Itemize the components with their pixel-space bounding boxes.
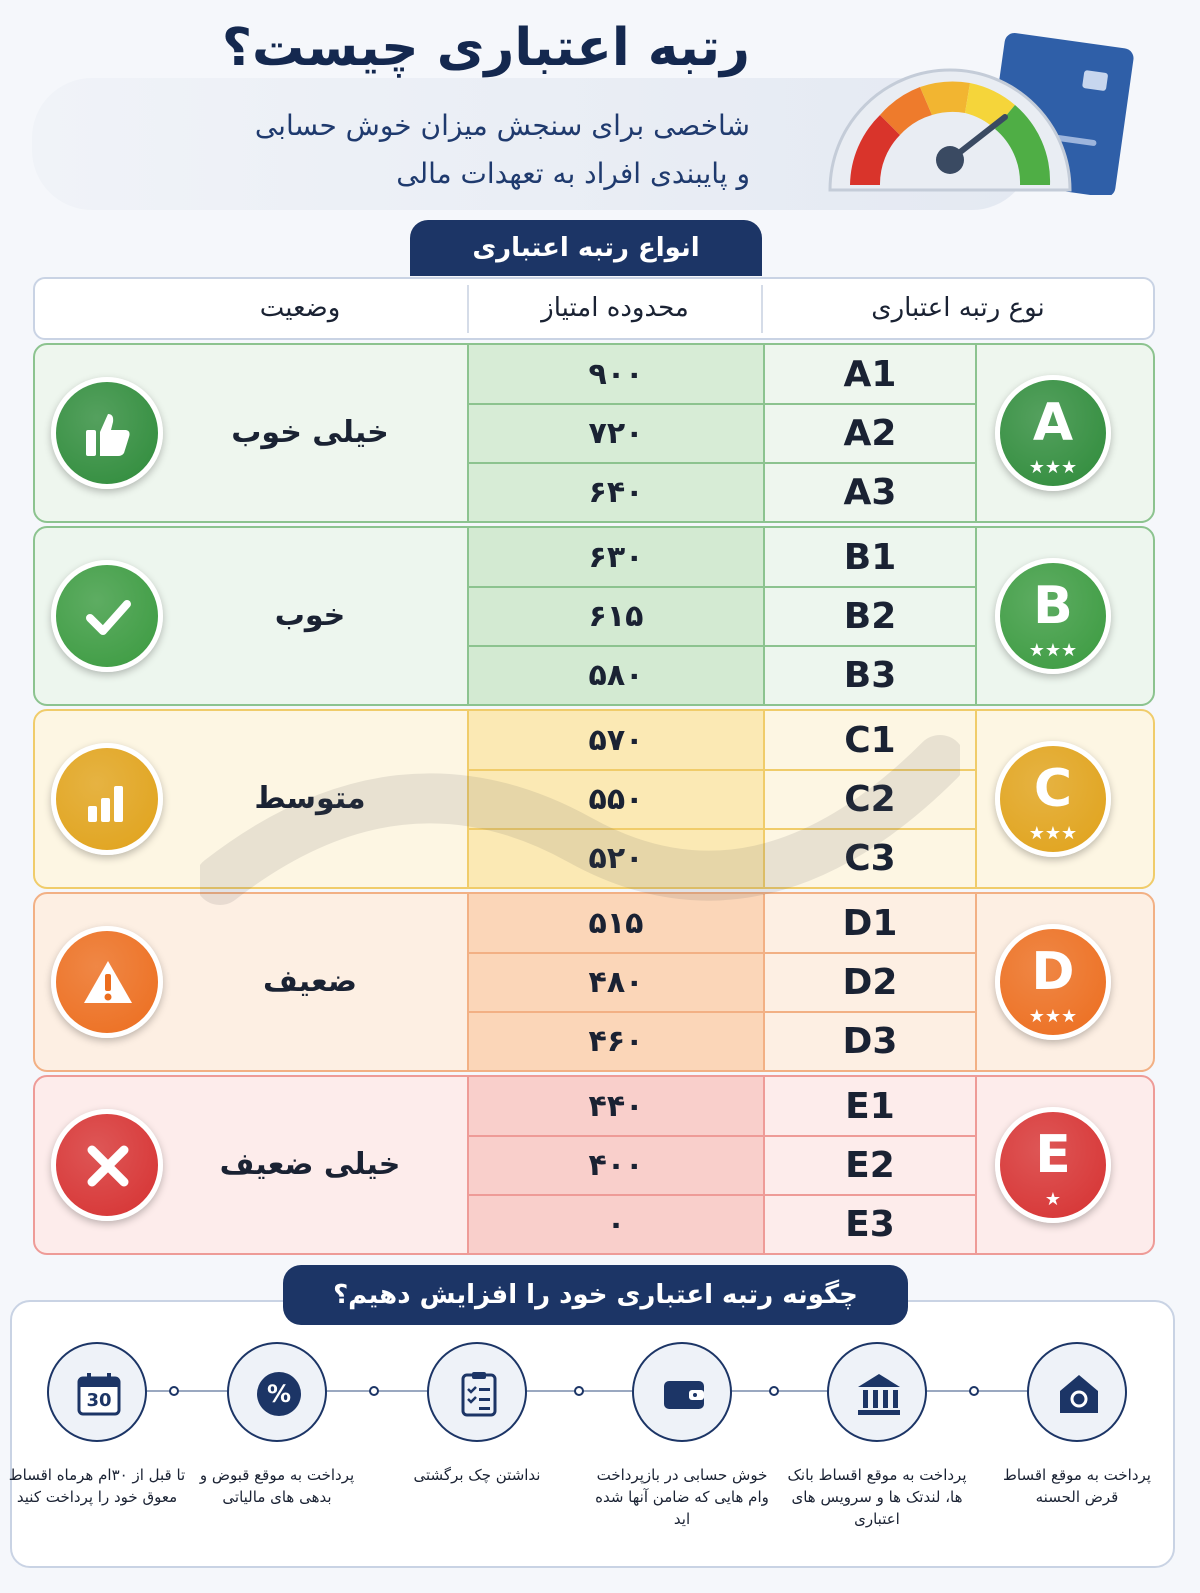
grade-cell: E2 [845, 1145, 895, 1186]
column-divider [975, 894, 977, 1070]
status-label: متوسط [254, 781, 366, 816]
improve-step [787, 1342, 967, 1530]
grade-cell: C1 [844, 720, 896, 761]
credit-types-title: انواع رتبه اعتباری [410, 220, 762, 276]
grade-cell: E1 [845, 1086, 895, 1127]
row-divider [469, 586, 975, 588]
credit-gauge-illustration [820, 25, 1150, 195]
header-divider [761, 285, 763, 333]
score-cell: ۶۳۰ [588, 540, 644, 575]
subtitle-line-1: شاخصی برای سنجش میزان خوش حسابی [254, 109, 750, 142]
score-cell: ۶۴۰ [588, 475, 644, 510]
table-header [33, 277, 1155, 340]
page-title: رتبه اعتباری چیست؟ [221, 18, 750, 78]
score-cell: ۴۶۰ [588, 1024, 644, 1059]
badge-letter: D [1031, 942, 1075, 1002]
percent-icon [227, 1342, 327, 1442]
score-cell: ۵۲۰ [588, 841, 644, 876]
grade-badge-d [995, 924, 1111, 1040]
improve-step-label: پرداخت به موقع اقساط بانک ها، لندتک ها و سرویس های اعتباری [787, 1466, 967, 1528]
star-icon: ★★★ [1028, 640, 1078, 661]
star-icon: ★ [1044, 1189, 1062, 1210]
improve-step-label: پرداخت به موقع اقساط قرض الحسنه [1003, 1466, 1151, 1506]
grade-cell: D1 [842, 903, 898, 944]
star-icon: ★★★ [1028, 1006, 1078, 1027]
column-divider [975, 711, 977, 887]
grade-group-d [33, 892, 1155, 1072]
checklist-icon [427, 1342, 527, 1442]
status-label: خیلی ضعیف [219, 1147, 401, 1182]
bank-icon [827, 1342, 927, 1442]
bar-chart-icon [51, 743, 163, 855]
row-divider [469, 1011, 975, 1013]
grade-cell: A3 [843, 472, 897, 513]
grade-badge-a [995, 375, 1111, 491]
status-label: خوب [274, 598, 346, 633]
improve-step-label: تا قبل از ۳۰ام هرماه اقساط معوق خود را پرداخت کنید [8, 1466, 186, 1506]
score-cell: ۴۸۰ [588, 965, 644, 1000]
grade-cell: B1 [843, 537, 897, 578]
row-divider [469, 769, 975, 771]
calendar-number: 30 [86, 1390, 112, 1411]
score-cell: ۵۵۰ [588, 782, 644, 817]
grade-badge-b [995, 558, 1111, 674]
grade-badge-e [995, 1107, 1111, 1223]
subtitle-line-2: و پایبندی افراد به تعهدات مالی [396, 157, 750, 190]
improve-step [387, 1342, 567, 1486]
grade-badge-c [995, 741, 1111, 857]
page-subtitle [110, 102, 750, 198]
grade-cell: C2 [844, 779, 896, 820]
column-divider [975, 528, 977, 704]
improve-step [987, 1342, 1167, 1508]
connector-dot [369, 1386, 379, 1396]
star-icon: ★★★ [1028, 823, 1078, 844]
column-divider [975, 345, 977, 521]
row-divider [469, 403, 975, 405]
score-cell: ۷۲۰ [588, 416, 644, 451]
status-label: خیلی خوب [231, 415, 389, 450]
badge-letter: E [1035, 1125, 1071, 1185]
improve-step-label: نداشتن چک برگشتی [413, 1466, 541, 1484]
grade-group-e [33, 1075, 1155, 1255]
col-header-status: وضعیت [259, 293, 341, 323]
score-cell: ۴۴۰ [588, 1089, 644, 1124]
improve-step [7, 1342, 187, 1508]
check-icon [51, 560, 163, 672]
grade-group-b [33, 526, 1155, 706]
score-cell: ۵۸۰ [588, 658, 644, 693]
badge-letter: C [1033, 759, 1073, 819]
wallet-icon [632, 1342, 732, 1442]
score-cell: ۶۱۵ [588, 599, 644, 634]
grade-group-c [33, 709, 1155, 889]
score-cell: ۴۰۰ [588, 1148, 644, 1183]
status-label: ضعیف [263, 964, 357, 999]
grade-cell: E3 [845, 1204, 895, 1245]
badge-letter: B [1033, 576, 1073, 636]
score-cell: ۵۷۰ [588, 723, 644, 758]
row-divider [469, 645, 975, 647]
row-divider [469, 828, 975, 830]
grade-cell: D3 [842, 1021, 898, 1062]
score-cell: ۵۱۵ [588, 906, 644, 941]
grade-cell: D2 [842, 962, 898, 1003]
grade-group-a [33, 343, 1155, 523]
warning-icon [51, 926, 163, 1038]
improve-step-label: پرداخت به موقع قبوض و بدهی های مالیاتی [199, 1466, 355, 1506]
row-divider [469, 1135, 975, 1137]
col-header-grade: نوع رتبه اعتباری [871, 293, 1045, 323]
improve-step [592, 1342, 772, 1530]
thumbs-up-icon [51, 377, 163, 489]
row-divider [469, 462, 975, 464]
column-divider [975, 1077, 977, 1253]
grade-cell: A2 [843, 413, 897, 454]
grade-cell: C3 [844, 838, 896, 879]
row-divider [469, 1194, 975, 1196]
star-icon: ★★★ [1028, 457, 1078, 478]
improve-panel [10, 1300, 1175, 1568]
row-divider [469, 952, 975, 954]
grade-cell: B2 [843, 596, 897, 637]
improve-step-label: خوش حسابی در بازپرداخت وام هایی که ضامن آنها شده اید [595, 1466, 769, 1528]
x-icon [51, 1109, 163, 1221]
badge-letter: A [1032, 393, 1074, 453]
score-cell: ۹۰۰ [588, 357, 644, 392]
col-header-range: محدوده امتیاز [541, 293, 689, 323]
connector-dot [969, 1386, 979, 1396]
grade-cell: B3 [843, 655, 897, 696]
improve-step [187, 1342, 367, 1508]
home-refresh-icon [1027, 1342, 1127, 1442]
svg-text:%: % [266, 1380, 292, 1408]
calendar-icon [47, 1342, 147, 1442]
connector-dot [574, 1386, 584, 1396]
improve-title: چگونه رتبه اعتباری خود را افزایش دهیم؟ [283, 1265, 908, 1325]
grade-cell: A1 [843, 354, 897, 395]
header-divider [467, 285, 469, 333]
score-cell: ۰ [606, 1207, 626, 1242]
